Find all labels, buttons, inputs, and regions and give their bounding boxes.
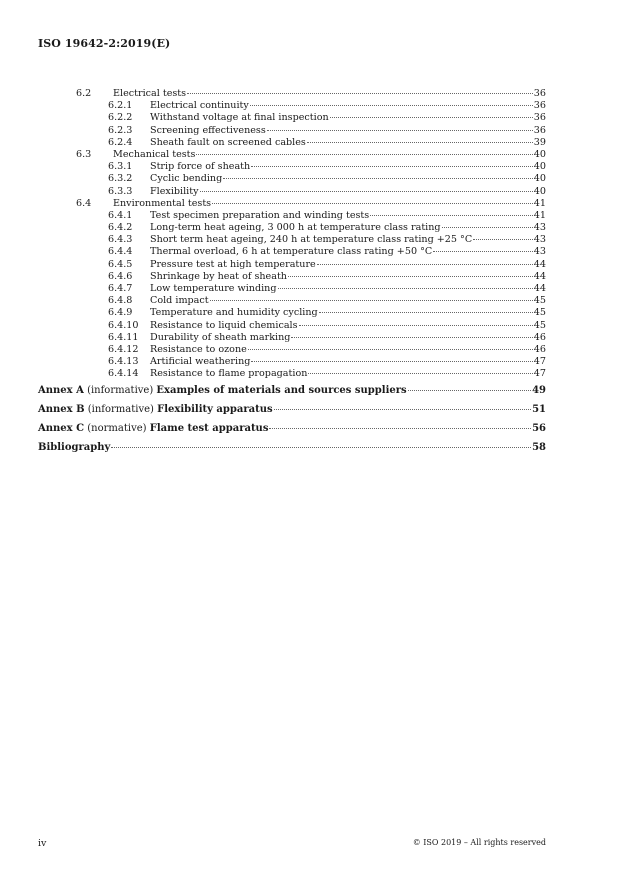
bibliography-page: 58: [532, 441, 546, 453]
toc-entry-title: Mechanical tests: [113, 148, 196, 160]
toc-entry-page: 41: [533, 209, 546, 221]
toc-entry-title: Screening effectiveness: [150, 124, 266, 136]
toc-entry-page: 41: [533, 197, 546, 209]
toc-entry-number: 6.2.4: [108, 136, 133, 148]
dot-leader: [187, 93, 533, 94]
toc-entry-title: Strip force of sheath: [150, 161, 251, 173]
toc-entry-page: 44: [533, 258, 546, 270]
toc-annex-entry[interactable]: [38, 404, 546, 417]
toc-entry[interactable]: [38, 246, 546, 258]
toc-entry-title: Shrinkage by heat of sheath: [150, 270, 287, 282]
toc-entry-number: 6.2.2: [108, 112, 133, 124]
toc-entry-number: 6.4.9: [108, 307, 133, 319]
toc-entry[interactable]: [38, 88, 546, 100]
toc-entry[interactable]: [38, 186, 546, 198]
toc-entry-number: 6.4.12: [108, 343, 139, 355]
toc-entry-title: Environmental tests: [113, 197, 212, 209]
toc-entry-title: Withstand voltage at final inspection: [150, 112, 329, 124]
annex-page: 51: [532, 403, 546, 415]
annex-label: Annex A: [38, 384, 84, 396]
dot-leader: [433, 251, 533, 252]
toc-entry-number: 6.3.1: [108, 161, 133, 173]
toc-annex-title-group: [38, 423, 268, 435]
toc-entry[interactable]: [38, 332, 546, 344]
dot-leader: [408, 390, 531, 391]
bibliography-title: Bibliography: [38, 441, 111, 453]
toc-entry[interactable]: [38, 283, 546, 295]
annex-kind: (informative): [87, 384, 154, 396]
toc-entry[interactable]: [38, 100, 546, 112]
toc-entry-number: 6.3: [76, 148, 92, 160]
toc-entry-number: 6.4.6: [108, 270, 133, 282]
toc-entry-number: 6.4.1: [108, 209, 133, 221]
toc-annex-entry[interactable]: [38, 423, 546, 436]
toc-entry[interactable]: [38, 149, 546, 161]
dot-leader: [278, 288, 533, 289]
dot-leader: [274, 409, 531, 410]
dot-leader: [200, 191, 533, 192]
toc-entry-number: 6.3.3: [108, 185, 133, 197]
annex-page: 56: [532, 422, 546, 434]
dot-leader: [317, 264, 533, 265]
dot-leader: [308, 373, 532, 374]
dot-leader: [307, 142, 533, 143]
toc-entry[interactable]: [38, 161, 546, 173]
annex-label: Annex C: [38, 422, 85, 434]
toc-entry-title: Pressure test at high temperature: [150, 258, 316, 270]
toc-entry-number: 6.2: [76, 88, 92, 99]
toc-entry-number: 6.2.1: [108, 100, 133, 112]
toc-entry[interactable]: [38, 125, 546, 137]
dot-leader: [248, 349, 533, 350]
toc-entry-page: 47: [533, 356, 546, 368]
page-number: iv: [38, 838, 47, 849]
toc-entry-number: 6.4.8: [108, 295, 133, 307]
dot-leader: [269, 428, 531, 429]
toc-entry-number: 6.4.14: [108, 368, 139, 380]
toc-entry[interactable]: [38, 356, 546, 368]
dot-leader: [210, 300, 533, 301]
toc-entry[interactable]: [38, 271, 546, 283]
annex-page: 49: [532, 384, 546, 396]
toc-entry-page: 43: [533, 234, 546, 246]
toc-annex-title-group: [38, 404, 273, 416]
table-of-contents: [38, 88, 546, 454]
toc-entry-number: 6.4.13: [108, 356, 139, 368]
toc-entry-page: 45: [533, 295, 546, 307]
toc-entry-title: Cyclic bending: [150, 173, 223, 185]
toc-entry-title: Test specimen preparation and winding tests: [150, 209, 370, 221]
dot-leader: [330, 117, 533, 118]
toc-entry-title: Artificial weathering: [150, 356, 251, 368]
toc-entry[interactable]: [38, 344, 546, 356]
dot-leader: [251, 166, 533, 167]
toc-entry-page: 36: [533, 124, 546, 136]
toc-entry[interactable]: [38, 222, 546, 234]
toc-entry[interactable]: [38, 210, 546, 222]
dot-leader: [299, 325, 533, 326]
toc-entry[interactable]: [38, 234, 546, 246]
toc-entry-page: 46: [533, 331, 546, 343]
toc-entry-title: Long-term heat ageing, 3 000 h at temperature class rating: [150, 222, 441, 234]
toc-entry-page: 36: [533, 100, 546, 112]
dot-leader: [473, 239, 533, 240]
toc-entry-title: Flexibility: [150, 185, 199, 197]
toc-entry-number: 6.4.2: [108, 222, 133, 234]
toc-entry-page: 44: [533, 283, 546, 294]
toc-entry-number: 6.4.4: [108, 246, 133, 258]
dot-leader: [267, 130, 533, 131]
toc-entry-page: 47: [533, 368, 546, 380]
toc-entry-title: Resistance to ozone: [150, 343, 247, 355]
toc-entry-number: 6.4.10: [108, 319, 139, 331]
annex-title: Flame test apparatus: [149, 422, 269, 434]
toc-entry-title: Short term heat ageing, 240 h at temperature class rating +25 °C: [150, 234, 473, 246]
toc-entry-number: 6.4.7: [108, 283, 133, 294]
toc-entry-title: Cold impact: [150, 295, 209, 307]
annex-title: Flexibility apparatus: [157, 403, 273, 415]
toc-entry-number: 6.2.3: [108, 124, 133, 136]
toc-entry-page: 43: [533, 246, 546, 258]
dot-leader: [442, 227, 533, 228]
dot-leader: [291, 337, 532, 338]
annex-kind: (normative): [87, 422, 147, 434]
toc-entry-title: Sheath fault on screened cables: [150, 136, 306, 148]
toc-entry-title: Thermal overload, 6 h at temperature class rating +50 °C: [150, 246, 433, 258]
dot-leader: [288, 276, 533, 277]
toc-entry-title: Low temperature winding: [150, 283, 277, 294]
annex-label: Annex B: [38, 403, 85, 415]
toc-entry[interactable]: [38, 173, 546, 185]
toc-entry-page: 46: [533, 343, 546, 355]
toc-entry[interactable]: [38, 137, 546, 149]
dot-leader: [111, 447, 531, 448]
toc-annex-entry[interactable]: [38, 385, 546, 398]
toc-entry-page: 36: [533, 88, 546, 99]
toc-entry-page: 40: [533, 173, 546, 185]
toc-entry-page: 40: [533, 161, 546, 173]
toc-annex-title-group: [38, 385, 407, 397]
document-id: ISO 19642-2:2019(E): [38, 37, 171, 50]
toc-entry-title: Resistance to liquid chemicals: [150, 319, 298, 331]
dot-leader: [212, 203, 533, 204]
toc-entry-number: 6.4: [76, 197, 92, 209]
toc-entry-number: 6.4.11: [108, 331, 139, 343]
annex-kind: (informative): [87, 403, 154, 415]
toc-entry[interactable]: [38, 295, 546, 307]
toc-entry[interactable]: [38, 320, 546, 332]
toc-entry-number: 6.3.2: [108, 173, 133, 185]
dot-leader: [319, 312, 533, 313]
toc-entry-number: 6.4.5: [108, 258, 133, 270]
toc-entry-title: Resistance to flame propagation: [150, 368, 308, 380]
toc-entry[interactable]: [38, 307, 546, 319]
annex-title: Examples of materials and sources suppliers: [156, 384, 407, 396]
toc-entry-page: 36: [533, 112, 546, 124]
toc-entry[interactable]: [38, 368, 546, 380]
dot-leader: [250, 105, 533, 106]
toc-entry[interactable]: [38, 112, 546, 124]
toc-entry-page: 45: [533, 307, 546, 319]
toc-entry-page: 43: [533, 222, 546, 234]
copyright-notice: © ISO 2019 – All rights reserved: [412, 838, 546, 847]
toc-entry-title: Durability of sheath marking: [150, 331, 291, 343]
toc-entry-page: 39: [533, 136, 546, 148]
toc-bibliography-entry[interactable]: [38, 442, 546, 455]
toc-entry-page: 40: [533, 185, 546, 197]
dot-leader: [196, 154, 532, 155]
toc-entry-number: 6.4.3: [108, 234, 133, 246]
dot-leader: [251, 361, 532, 362]
toc-entry[interactable]: [38, 259, 546, 271]
toc-entry-title: Temperature and humidity cycling: [150, 307, 318, 319]
toc-entry-page: 45: [533, 319, 546, 331]
toc-entry-page: 40: [533, 148, 546, 160]
toc-entry[interactable]: [38, 198, 546, 210]
toc-entry-title: Electrical tests: [113, 88, 187, 99]
toc-entry-title: Electrical continuity: [150, 100, 249, 112]
toc-entry-page: 44: [533, 270, 546, 282]
dot-leader: [223, 178, 533, 179]
dot-leader: [370, 215, 533, 216]
